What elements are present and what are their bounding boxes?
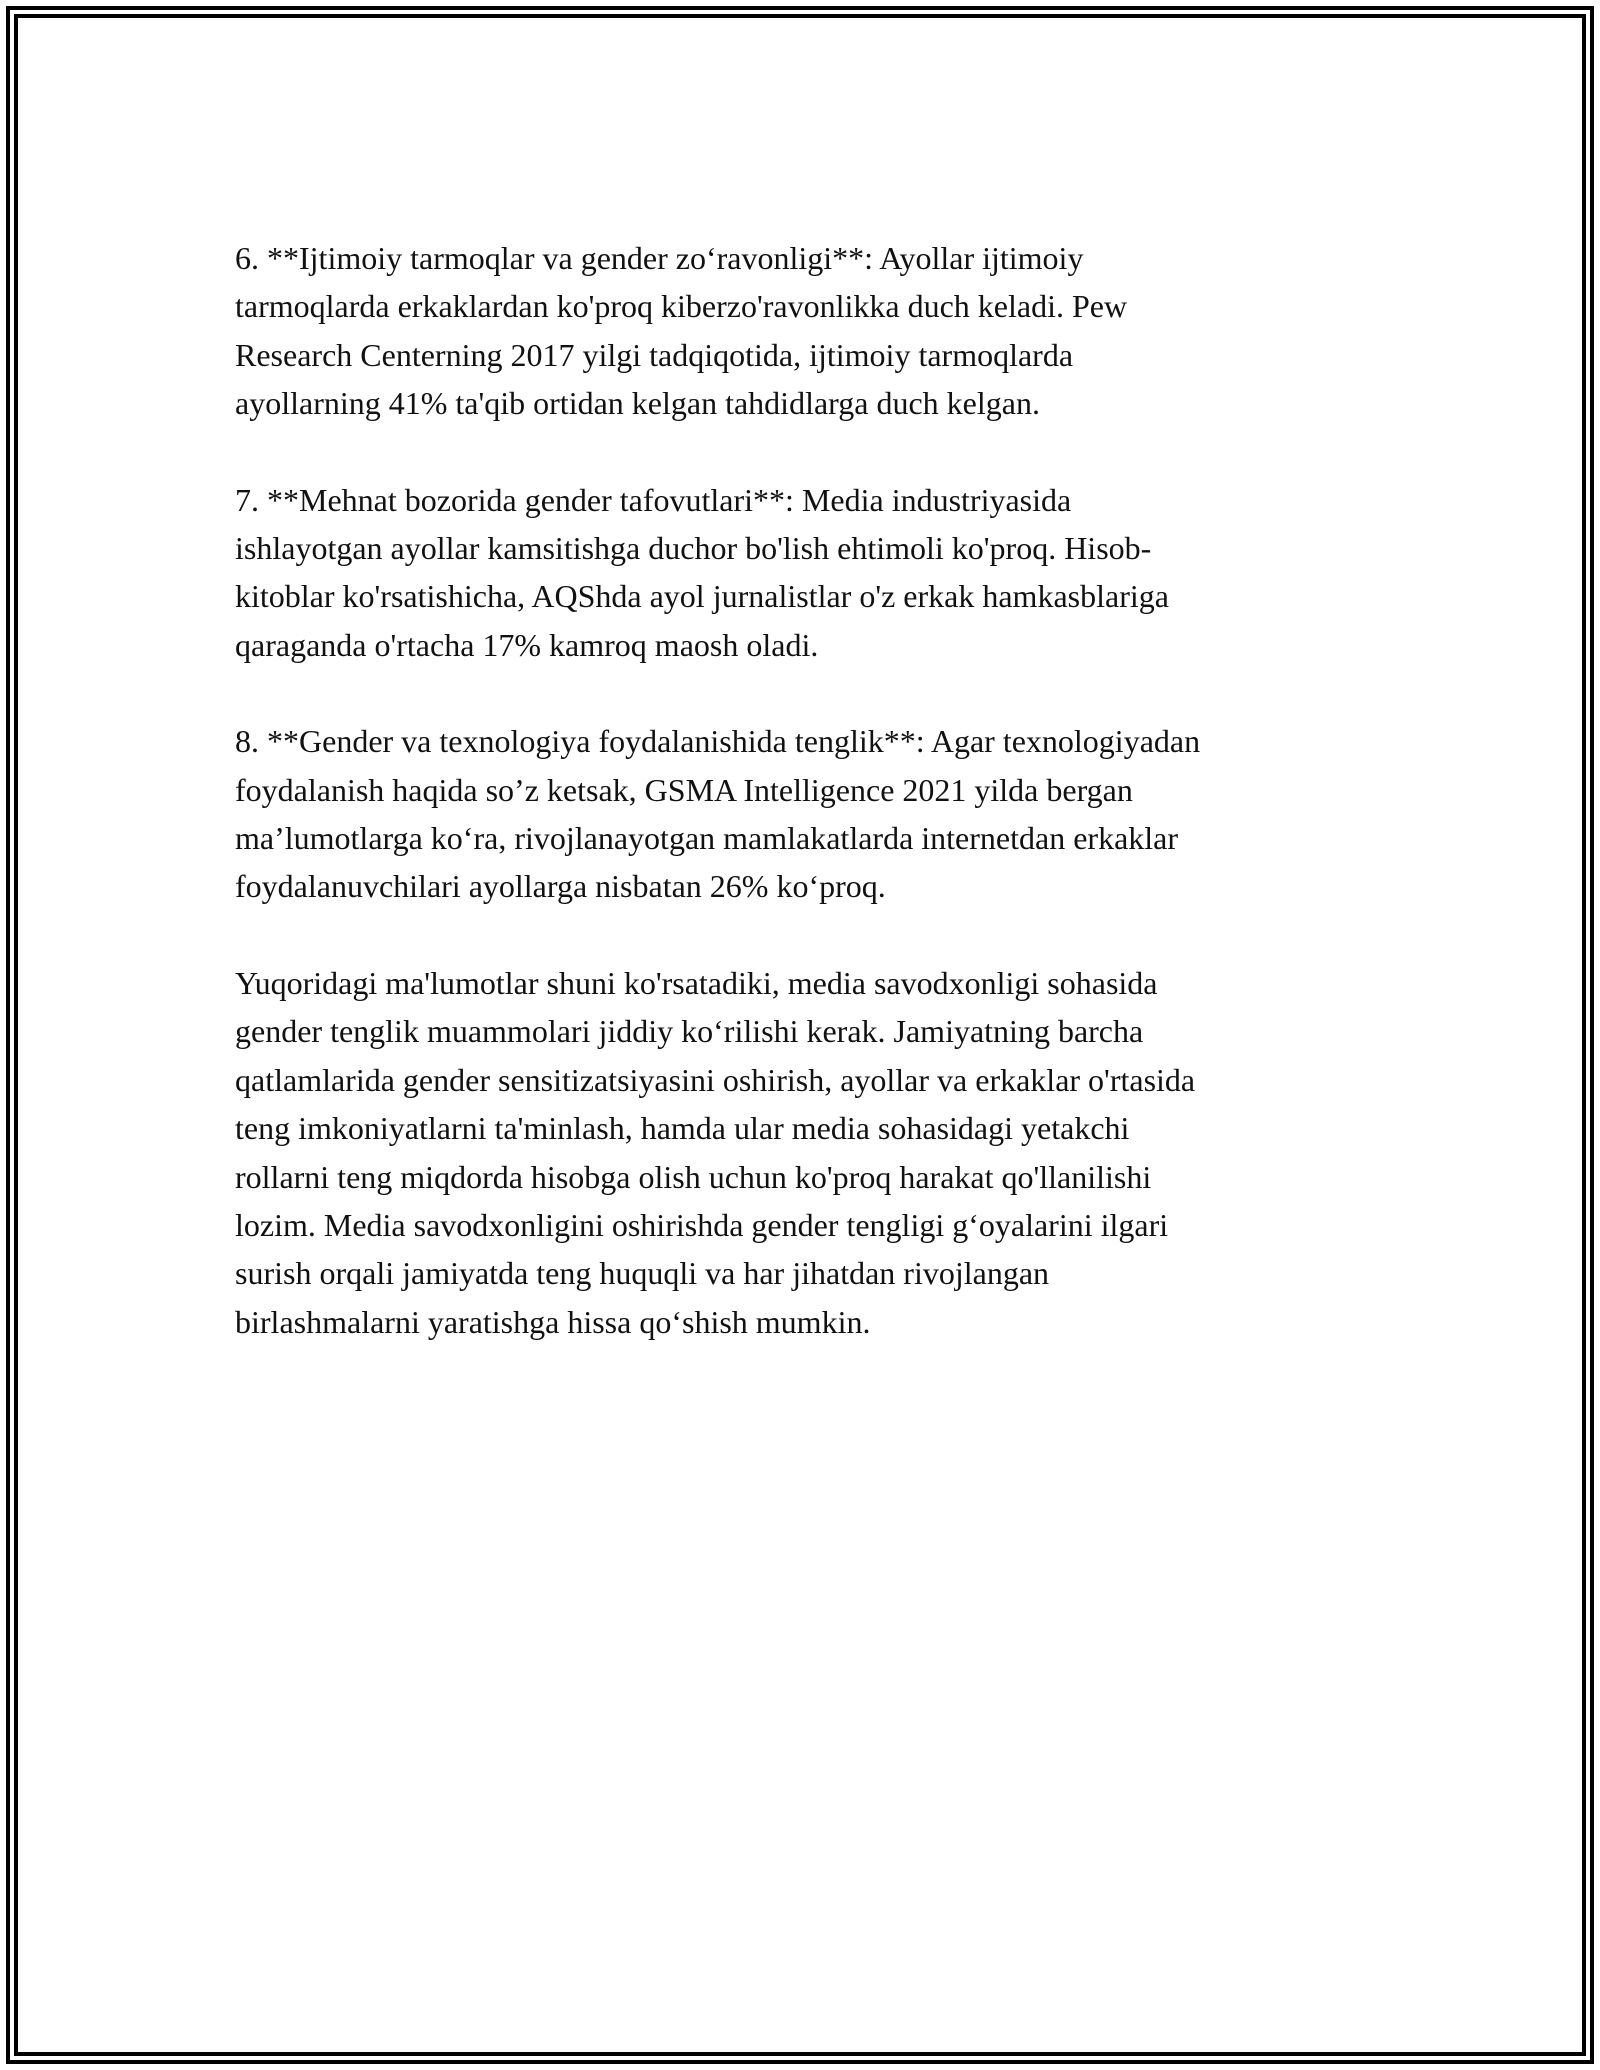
text-line: ayollarning 41% ta'qib ortidan kelgan tahdidlarga duch kelgan. [235,385,1040,422]
text-line: rollarni teng miqdorda hisobga olish uchun ko'proq harakat qo'llanilishi [235,1158,1152,1195]
text-line: ishlayotgan ayollar kamsitishga duchor bo'lish ehtimoli ko'proq. Hisob- [235,530,1152,567]
text-line: ma’lumotlarga ko‘ra, rivojlanayotgan mamlakatlarda internetdan erkaklar [235,820,1179,857]
paragraph-conclusion [235,959,1365,1346]
paragraph-labor-market-gap [235,476,1365,670]
text-line: gender tenglik muammolari jiddiy ko‘rilishi kerak. Jamiyatning barcha [235,1013,1144,1050]
text-line: qatlamlarida gender sensitizatsiyasini oshirish, ayollar va erkaklar o'rtasida [235,1061,1196,1098]
text-line: qaraganda o'rtacha 17% kamroq maosh oladi. [235,626,819,663]
text-line: foydalanish haqida so’z ketsak, GSMA Intelligence 2021 yilda bergan [235,771,1133,808]
text-line: 7. **Mehnat bozorida gender tafovutlari**: Media industriyasida [235,481,1072,518]
text-line: birlashmalarni yaratishga hissa qo‘shish mumkin. [235,1303,871,1340]
text-line: tarmoqlarda erkaklardan ko'proq kiberzo'ravonlikka duch keladi. Pew [235,288,1128,325]
text-line: 6. **Ijtimoiy tarmoqlar va gender zo‘ravonligi**: Ayollar ijtimoiy [235,240,1084,276]
text-line: foydalanuvchilari ayollarga nisbatan 26% ko‘proq. [235,868,886,905]
paragraph-social-media-violence [235,234,1365,428]
text-line: Research Centerning 2017 yilgi tadqiqotida, ijtimoiy tarmoqlarda [235,336,1074,373]
text-line: teng imkoniyatlarni ta'minlash, hamda ular media sohasidagi yetakchi [235,1110,1130,1147]
text-line: surish orqali jamiyatda teng huquqli va har jihatdan rivojlangan [235,1255,1050,1292]
text-line: lozim. Media savodxonligini oshirishda gender tengligi g‘oyalarini ilgari [235,1206,1169,1243]
paragraph-technology-equality [235,717,1365,911]
text-line: Yuqoridagi ma'lumotlar shuni ko'rsatadiki, media savodxonligi sohasida [235,964,1158,1001]
text-line: 8. **Gender va texnologiya foydalanishida tenglik**: Agar texnologiyadan [235,723,1201,760]
document-body [235,234,1365,1394]
text-line: kitoblar ko'rsatishicha, AQShda ayol jurnalistlar o'z erkak hamkasblariga [235,578,1169,615]
